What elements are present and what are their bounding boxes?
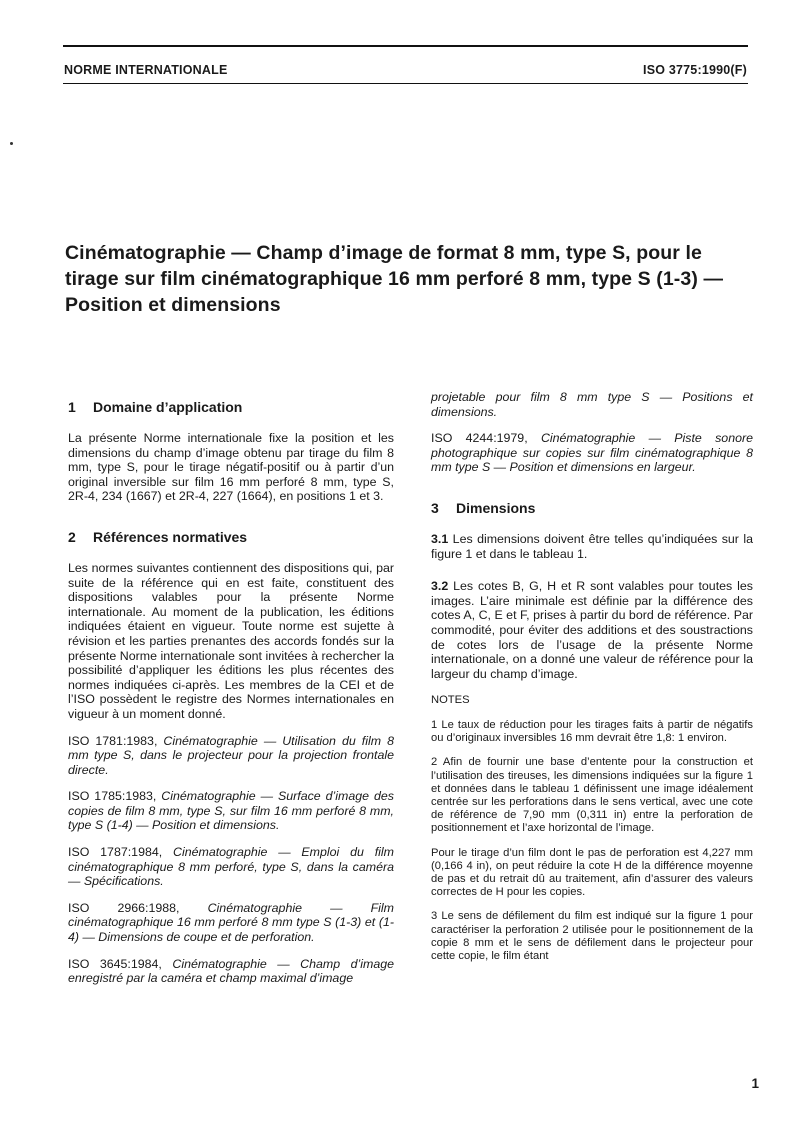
- section-3-heading: [431, 499, 753, 517]
- reference-title: Cinématographie — Champ d’image enregistré par la caméra et champ maximal d’image: [68, 956, 394, 986]
- note-item: 1 Le taux de réduction pour les tirages faits à partir de négatifs ou d’originaux inversibles 16 mm devrait être 1,8: 1 environ.: [431, 718, 753, 745]
- standard-type-label: NORME INTERNATIONALE: [64, 63, 228, 77]
- notes-heading: NOTES: [431, 694, 470, 707]
- reference-item: [68, 789, 394, 833]
- section-2-intro: Les normes suivantes contiennent des dispositions qui, par suite de la référence qui en est faite, constituent des dispositions valables pour la présente Norme internationale. Au moment de la publication, les éditions indiquées étaient en vigueur. Toute norme est sujette à révision et les parties prenantes des accords fondés sur la présente Norme internationale sont invitées à rechercher la possibilité d’appliquer les éditions les plus récentes des normes indiquées ci-après. Les membres de la CEI et de l’ISO possèdent le registre des Normes internationales en vigueur à un moment donné.: [68, 560, 394, 721]
- reference-code: ISO 1785:1983,: [68, 789, 157, 804]
- reference-code: ISO 2966:1988,: [68, 900, 180, 915]
- section-title: Dimensions: [456, 499, 536, 516]
- document-title: Cinématographie — Champ d’image de format 8 mm, type S, pour le tirage sur film cinématographique 16 mm perforé 8 mm, type S (1-3) — Position et dimensions: [65, 242, 724, 316]
- note-item: Pour le tirage d’un film dont le pas de perforation est 4,227 mm (0,166 4 in), on peut réduire la cote H de la différence moyenne de pas et du retrait dû au traitement, afin d’assurer des valeurs correctes de H pour les copies.: [431, 846, 753, 899]
- reference-item: [68, 901, 394, 945]
- reference-title: Cinématographie — Utilisation du film 8 mm type S, dans le projecteur pour la projection frontale directe.: [68, 733, 394, 777]
- clause-text: Les dimensions doivent être telles qu’indiquées sur la figure 1 et dans le tableau 1.: [431, 531, 753, 561]
- header-bottom-rule: [63, 83, 748, 84]
- reference-title: Cinématographie — Emploi du film cinématographique 8 mm perforé, type S, dans la caméra — Spécifications.: [68, 845, 394, 889]
- note-item: 2 Afin de fournir une base d’entente pour la construction et l’utilisation des tireuses, les dimensions indiquées sur la figure 1 et données dans le tableau 1 définissent une image idéalement centrée sur les perforations dans le sens vertical, avec une cote de référence de 7,90 mm (0,311 in) entre la perforation de positionnement et l’axe horizontal de l’image.: [431, 756, 753, 835]
- section-2-heading: [68, 528, 394, 546]
- note-item: 3 Le sens de défilement du film est indiqué sur la figure 1 pour caractériser la perforation 2 utilisée pour le positionnement de la copie 8 mm et le sens de défilement dans le projecteur pour cette copie, le film étant: [431, 910, 753, 962]
- reference-code: ISO 3645:1984,: [68, 956, 162, 971]
- right-column: [431, 390, 753, 974]
- reference-code: ISO 1787:1984,: [68, 845, 163, 860]
- clause-number: 3.1: [431, 531, 449, 546]
- header-top-rule: [63, 45, 748, 47]
- reference-item: [431, 431, 753, 475]
- standard-reference: ISO 3775:1990(F): [643, 63, 747, 77]
- reference-code: ISO 1781:1983,: [68, 733, 158, 748]
- section-number: 1: [68, 399, 76, 415]
- reference-item: [68, 734, 394, 778]
- section-number: 3: [431, 499, 439, 516]
- reference-item: [68, 957, 394, 986]
- reference-title: Cinématographie — Piste sonore photographique sur copies sur film cinématographique 8 mm type S — Position et dimensions en largeur.: [431, 431, 753, 475]
- clause-3-1: [431, 532, 753, 561]
- reference-code: ISO 4244:1979,: [431, 431, 528, 446]
- section-1-body: La présente Norme internationale fixe la position et les dimensions du champ d’image obtenu par tirage du film 8 mm, type S, pour le tirage négatif-positif ou à partir d’un original inversible sur film 16 mm perforé 8 mm, type S, 2R-4, 234 (1667) et 2R-4, 227 (1664), en positions 1 et 3.: [68, 431, 394, 504]
- clause-text: Les cotes B, G, H et R sont valables pour toutes les images. L’aire minimale est définie par la différence des cotes A, C, E et F, prises à partir du bord de référence. Par commodité, pour éviter des additions et des soustractions de cotes lors de l’usage de la présente Norme internationale, on a donné une valeur de référence pour la largeur du champ d’image.: [431, 579, 753, 681]
- page-number: 1: [751, 1076, 759, 1091]
- margin-dot: [10, 142, 13, 145]
- clause-3-2: [431, 579, 753, 681]
- reference-title: Cinématographie — Film cinématographique 16 mm perforé 8 mm type S (1-3) et (1-4) — Dimensions de coupe et de perforation.: [68, 900, 394, 945]
- section-1-heading: [68, 398, 394, 416]
- reference-item: [68, 845, 394, 889]
- clause-number: 3.2: [431, 579, 449, 594]
- section-title: Références normatives: [93, 528, 248, 545]
- reference-continuation: projetable pour film 8 mm type S — Positions et dimensions.: [431, 390, 753, 419]
- section-number: 2: [68, 528, 76, 545]
- section-title: Domaine d’application: [93, 399, 243, 415]
- reference-title: Cinématographie — Surface d’image des copies de film 8 mm, type S, sur film 16 mm perforé 8 mm, type S (1-4) — Position et dimensions.: [68, 789, 394, 833]
- left-column: [68, 398, 394, 998]
